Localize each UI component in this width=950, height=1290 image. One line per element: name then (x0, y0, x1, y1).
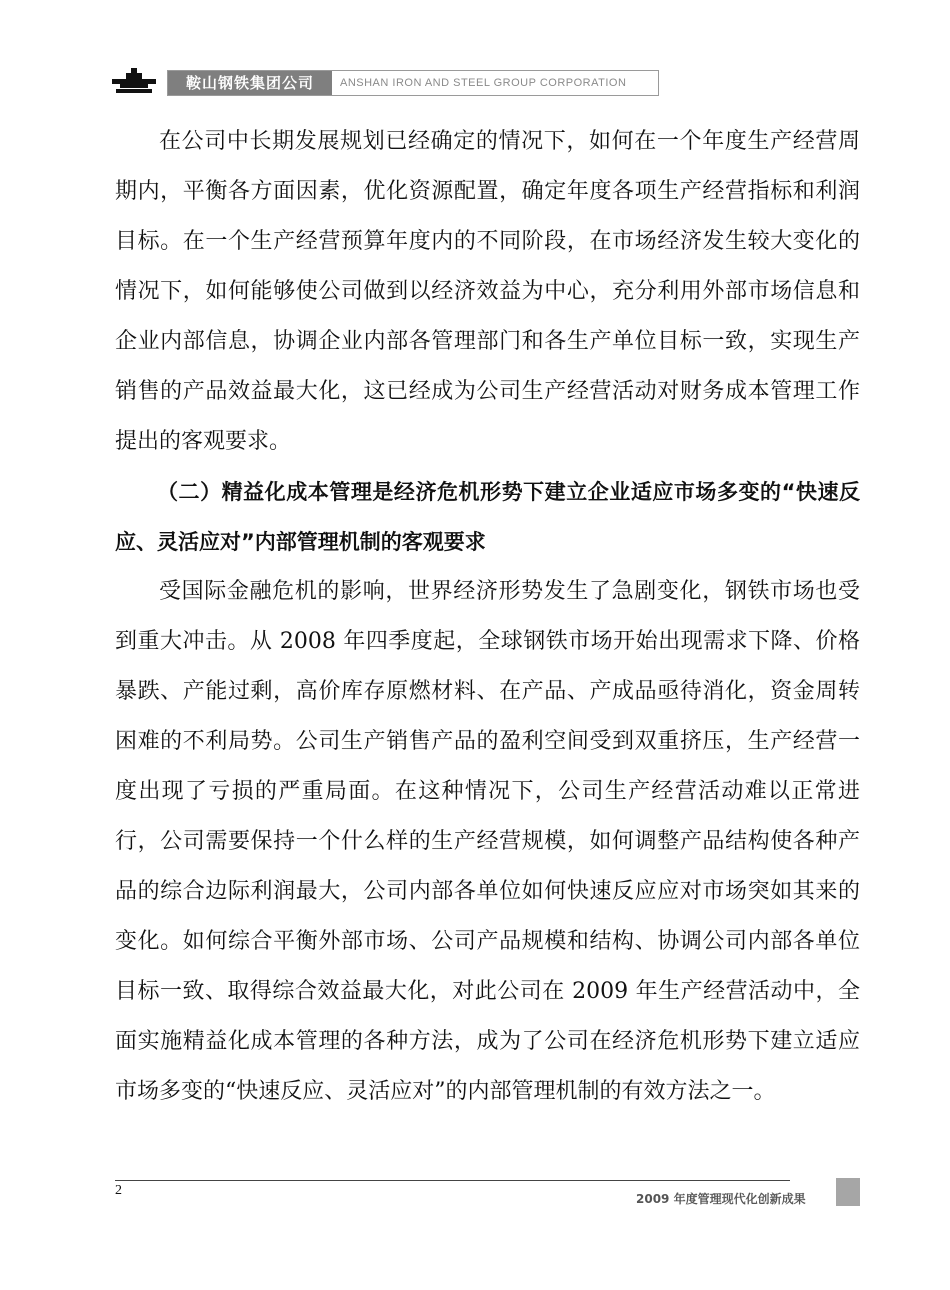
company-banner (167, 70, 659, 96)
company-name-en: ANSHAN IRON AND STEEL GROUP CORPORATION (340, 77, 627, 89)
company-name-cn: 鞍山钢铁集团公司 (168, 71, 332, 95)
footer-divider (115, 1180, 790, 1181)
ansteel-logo-icon (112, 68, 156, 94)
document-body (115, 117, 860, 1117)
page-header (112, 60, 672, 100)
paragraph: 受国际金融危机的影响，世界经济形势发生了急剧变化，钢铁市场也受到重大冲击。从 2008 年四季度起，全球钢铁市场开始出现需求下降、价格暴跌、产能过剩，高价库存原燃材料、在产品、产成品亟待消化，资金周转困难的不利局势。公司生产销售产品的盈利空间受到双重挤压，生产经营一度出现了亏损的严重局面。在这种情况下，公司生产经营活动难以正常进行，公司需要保持一个什么样的生产经营规模，如何调整产品结构使各种产品的综合边际利润最大，公司内部各单位如何快速反应应对市场突如其来的变化。如何综合平衡外部市场、公司产品规模和结构、协调公司内部各单位目标一致、取得综合效益最大化，对此公司在 2009 年生产经营活动中，全面实施精益化成本管理的各种方法，成为了公司在经济危机形势下建立适应市场多变的“快速反应、灵活应对”的内部管理机制的有效方法之一。 (115, 579, 860, 1104)
page-number: 2 (115, 1183, 122, 1198)
paragraph: 在公司中长期发展规划已经确定的情况下，如何在一个年度生产经营周期内，平衡各方面因素，优化资源配置，确定年度各项生产经营指标和利润目标。在一个生产经营预算年度内的不同阶段，在市场经济发生较大变化的情况下，如何能够使公司做到以经济效益为中心，充分利用外部市场信息和企业内部信息，协调企业内部各管理部门和各生产单位目标一致，实现生产销售的产品效益最大化，这已经成为公司生产经营活动对财务成本管理工作提出的客观要求。 (115, 129, 860, 454)
footer-decoration (836, 1178, 860, 1206)
footer-title: 2009 年度管理现代化创新成果 (636, 1192, 806, 1206)
section-heading: （二）精益化成本管理是经济危机形势下建立企业适应市场多变的“快速反应、灵活应对”内部管理机制的客观要求 (115, 480, 860, 554)
